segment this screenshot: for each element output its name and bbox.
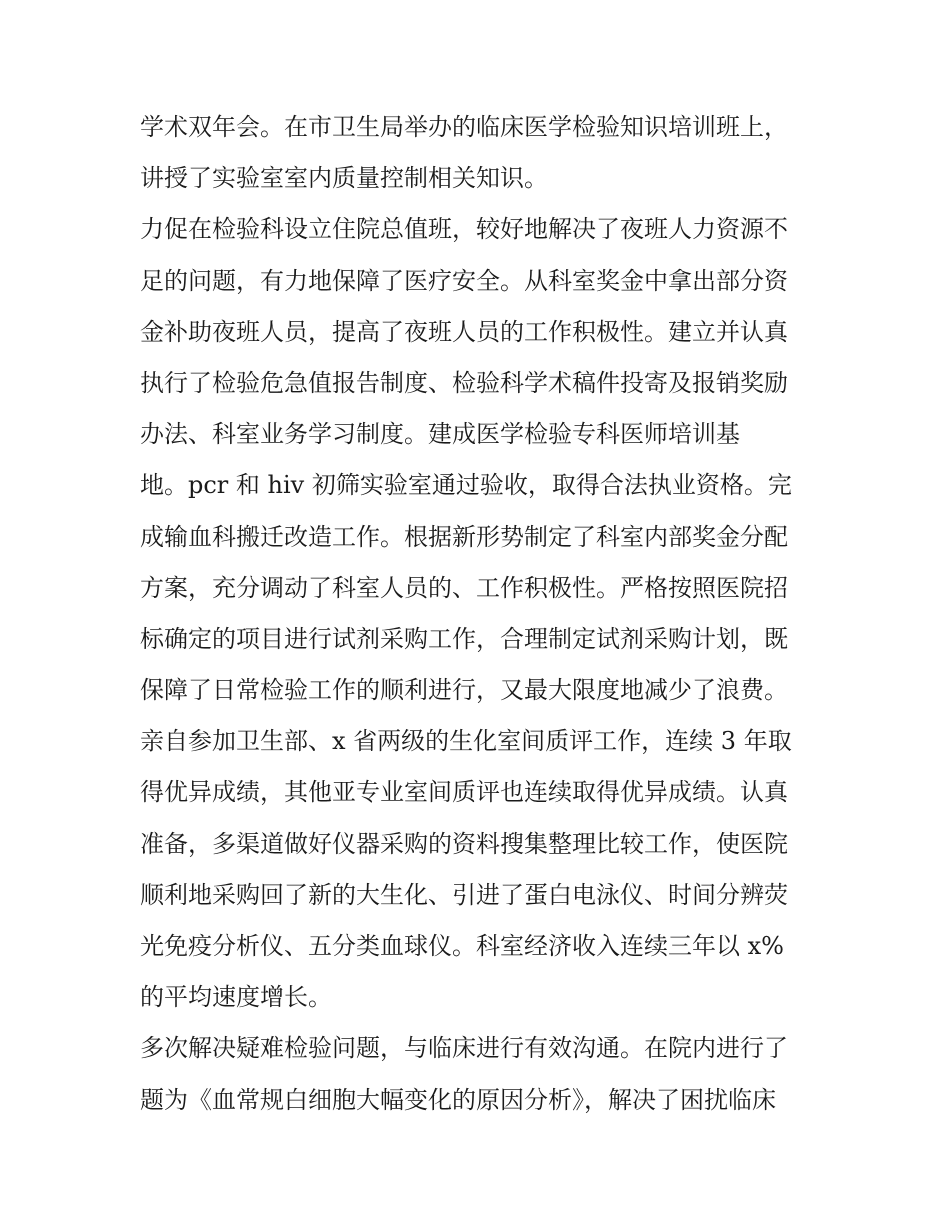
text-line: 足的问题，有力地保障了医疗安全。从科室奖金中拿出部分资	[140, 266, 788, 295]
text-line: 标确定的项目进行试剂采购工作，合理制定试剂采购计划，既	[140, 624, 788, 653]
text-line: 多次解决疑难检验问题，与临床进行有效沟通。在院内进行了	[140, 1034, 788, 1063]
text-line: 得优异成绩，其他亚专业室间质评也连续取得优异成绩。认真	[140, 778, 788, 807]
text-line: 保障了日常检验工作的顺利进行，又最大限度地减少了浪费。	[140, 676, 788, 705]
text-line: 亲自参加卫生部、x 省两级的生化室间质评工作，连续 3 年取	[140, 727, 792, 756]
text-line: 讲授了实验室室内质量控制相关知识。	[140, 164, 548, 193]
text-line: 金补助夜班人员，提高了夜班人员的工作积极性。建立并认真	[140, 317, 788, 346]
text-line: 的平均速度增长。	[140, 983, 332, 1012]
text-line: 顺利地采购回了新的大生化、引进了蛋白电泳仪、时间分辨荧	[140, 880, 788, 909]
text-line: 方案，充分调动了科室人员的、工作积极性。严格按照医院招	[140, 573, 788, 602]
text-line: 地。pcr 和 hiv 初筛实验室通过验收，取得合法执业资格。完	[140, 471, 792, 500]
text-line: 光免疫分析仪、五分类血球仪。科室经济收入连续三年以 x%	[140, 932, 784, 960]
text-line: 学术双年会。在市卫生局举办的临床医学检验知识培训班上，	[140, 113, 788, 141]
text-line: 执行了检验危急值报告制度、检验科学术稿件投寄及报销奖励	[140, 368, 788, 397]
text-line: 题为《血常规白细胞大幅变化的原因分析》，解决了困扰临床	[140, 1085, 776, 1114]
text-line: 成输血科搬迁改造工作。根据新形势制定了科室内部奖金分配	[140, 522, 788, 551]
text-line: 力促在检验科设立住院总值班，较好地解决了夜班人力资源不	[140, 215, 788, 244]
text-line: 办法、科室业务学习制度。建成医学检验专科医师培训基	[140, 420, 740, 449]
body-text	[140, 102, 820, 1126]
text-line: 准备，多渠道做好仪器采购的资料搜集整理比较工作，使医院	[140, 829, 788, 858]
